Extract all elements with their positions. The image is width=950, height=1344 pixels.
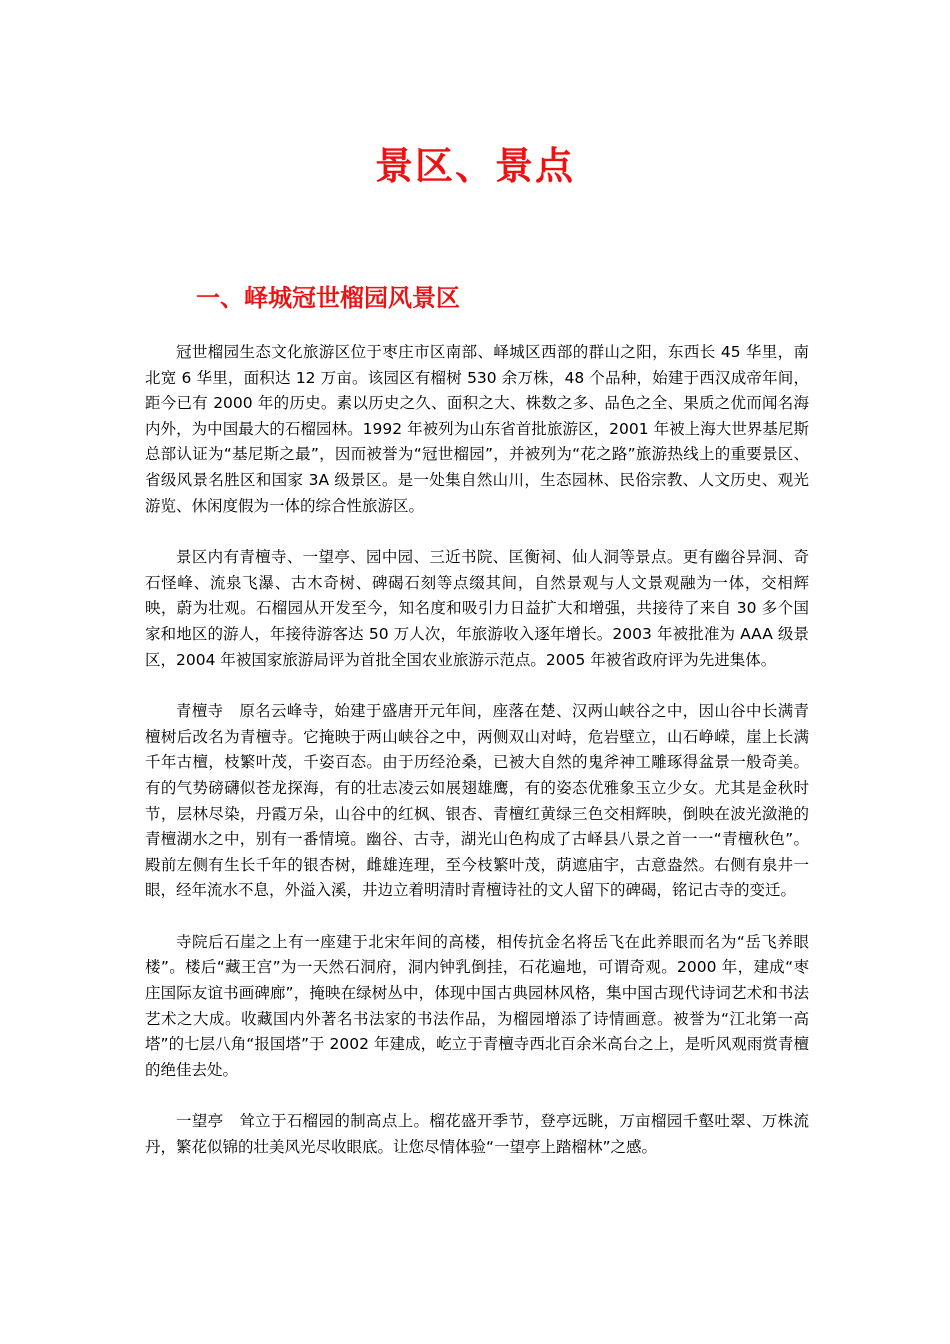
paragraph-yuefei-tower: 寺院后石崖之上有一座建于北宋年间的高楼，相传抗金名将岳飞在此养眼而名为“岳飞养眼楼”。楼后“藏王宫”为一天然石洞府，洞内钟乳倒挂，石花遍地，可谓奇观。2000 年，建成“枣庄国际友谊书画碑廊”，掩映在绿树丛中，体现中国古典园林风格，集中国古现代诗词艺术和书法艺术之大成。收藏国内外著名书法家的书法作品，为榴园增添了诗情画意。被誉为“江北第一高塔”的七层八角“报国塔”于 2002 年建成，屹立于青檀寺西北百余米高台之上，是听风观雨赏青檀的绝佳去处。 <box>145 932 809 1079</box>
body-text <box>145 340 809 1187</box>
paragraph-qingtan-temple: 青檀寺 原名云峰寺，始建于盛唐开元年间，座落在楚、汉两山峡谷之中，因山谷中长满青檀树后改名为青檀寺。它掩映于两山峡谷之中，两侧双山对峙，危岩壁立，山石峥嵘，崖上长满千年古檀，枝繁叶茂，千姿百态。由于历经沧桑，已被大自然的鬼斧神工雕琢得盆景一般奇美。有的气势磅礴似苍龙探海，有的壮志凌云如展翅雄鹰，有的姿态优雅象玉立少女。尤其是金秋时节，层林尽染，丹霞万朵，山谷中的红枫、银杏、青檀红黄绿三色交相辉映，倒映在波光潋滟的青檀湖水之中，别有一番情境。幽谷、古寺，湖光山色构成了古峄县八景之首一一“青檀秋色”。殿前左侧有生长千年的银杏树，雌雄连理，至今枝繁叶茂，荫遮庙宇，古意盎然。右侧有泉井一眼，经年流水不息，外溢入溪，井边立着明清时青檀诗社的文人留下的碑碣，铭记古寺的变迁。 <box>145 702 809 900</box>
section-heading: 一、峄城冠世榴园风景区 <box>196 284 460 312</box>
paragraph-intro: 冠世榴园生态文化旅游区位于枣庄市区南部、峄城区西部的群山之阳，东西长 45 华里，南北宽 6 华里，面积达 12 万亩。该园区有榴树 530 余万株，48 个品种，始建于西汉成帝年间，距今已有 2000 年的历史。素以历史之久、面积之大、株数之多、品色之全、果质之优而闻名海内外，为中国最大的石榴园林。1992 年被列为山东省首批旅游区，2001 年被上海大世界基尼斯总部认证为“基尼斯之最”，因而被誉为“冠世榴园”，并被列为“花之路”旅游热线上的重要景区、省级风景名胜区和国家 3A 级景区。是一处集自然山川，生态园林、民俗宗教、人文历史、观光游览、休闲度假为一体的综合性旅游区。 <box>145 343 809 515</box>
paragraph-yiwang-pavilion: 一望亭 耸立于石榴园的制高点上。榴花盛开季节，登亭远眺，万亩榴园千壑吐翠、万株流丹，繁花似锦的壮美风光尽收眼底。让您尽情体验“一望亭上踏榴林”之感。 <box>145 1112 809 1157</box>
page-title: 景区、景点 <box>374 144 575 188</box>
paragraph-attractions: 景区内有青檀寺、一望亭、园中园、三近书院、匡衡祠、仙人洞等景点。更有幽谷异洞、奇石怪峰、流泉飞瀑、古木奇树、碑碣石刻等点缀其间，自然景观与人文景观融为一体，交相辉映，蔚为壮观。石榴园从开发至今，知名度和吸引力日益扩大和增强，共接待了来自 30 多个国家和地区的游人，年接待游客达 50 万人次，年旅游收入逐年增长。2003 年被批准为 AAA 级景区，2004 年被国家旅游局评为首批全国农业旅游示范点。2005 年被省政府评为先进集体。 <box>145 548 809 669</box>
